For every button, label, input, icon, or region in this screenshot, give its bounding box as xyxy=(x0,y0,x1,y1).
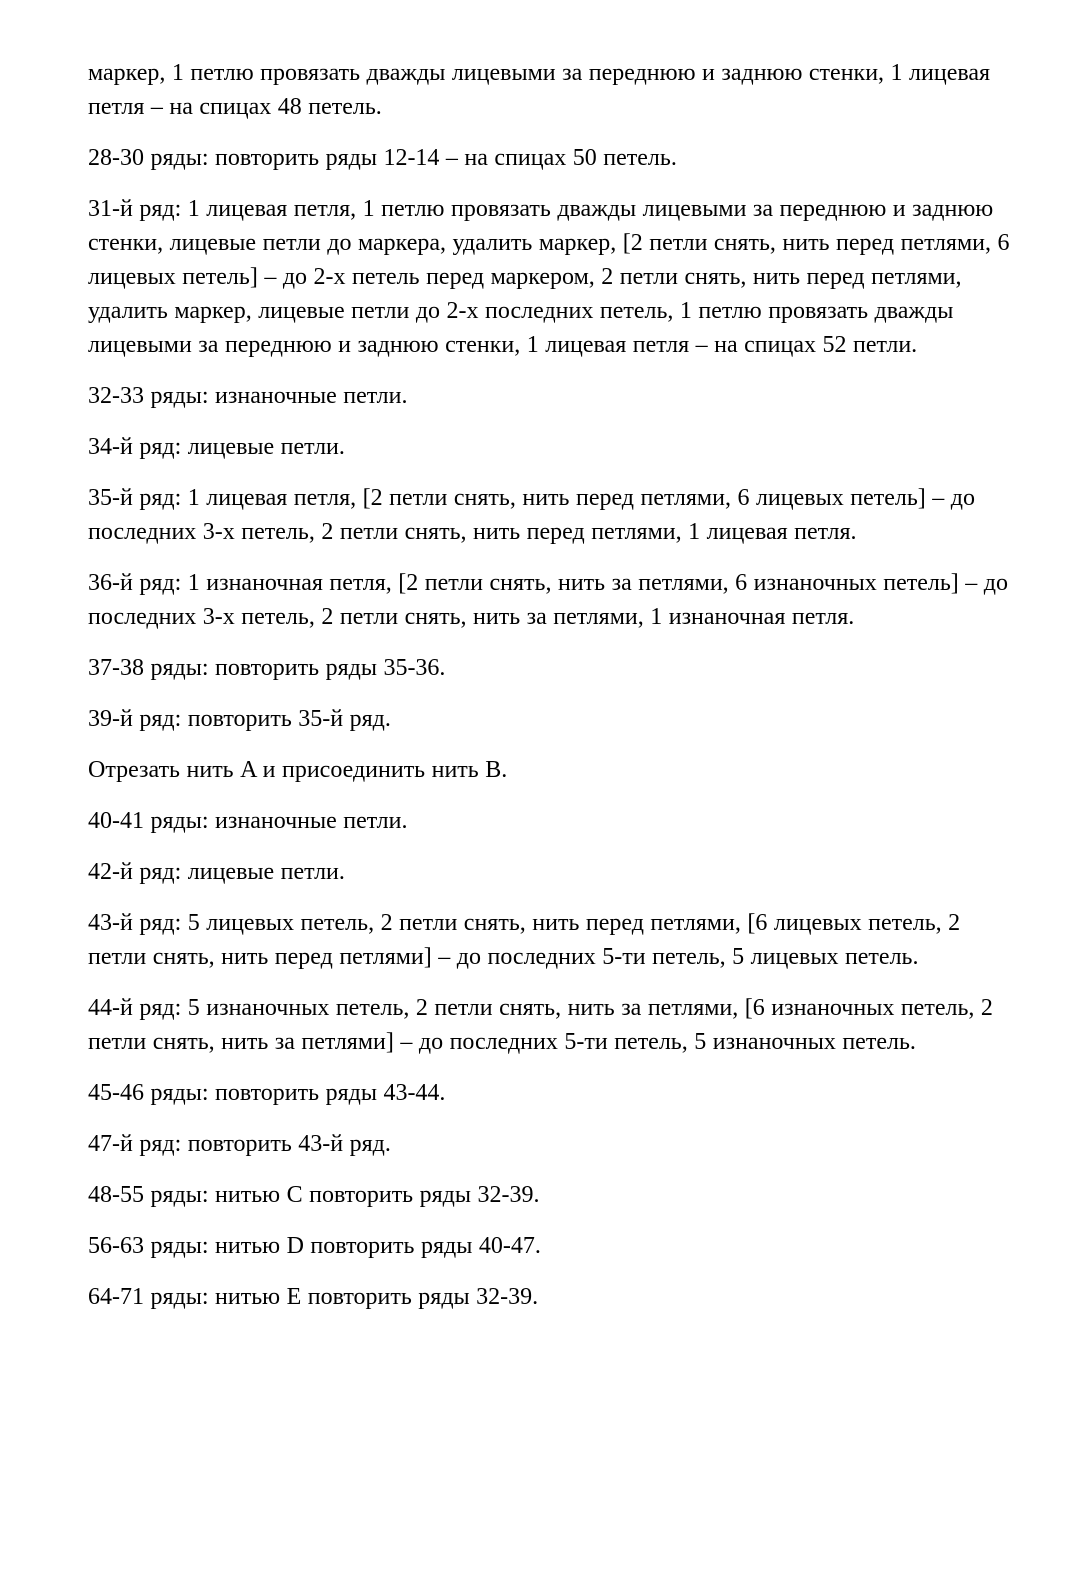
paragraph: 47-й ряд: повторить 43-й ряд. xyxy=(88,1131,391,1157)
paragraph: 35-й ряд: 1 лицевая петля, [2 петли снять, нить перед петлями, 6 лицевых петель] – до последних 3-х петель, 2 петли снять, нить перед петлями, 1 лицевая петля. xyxy=(88,485,975,545)
paragraph: маркер, 1 петлю провязать дважды лицевыми за переднюю и заднюю стенки, 1 лицевая петля – на спицах 48 петель. xyxy=(88,60,991,120)
paragraph: 40-41 ряды: изнаночные петли. xyxy=(88,808,408,834)
paragraph: 34-й ряд: лицевые петли. xyxy=(88,434,345,460)
document-body xyxy=(88,56,1018,1314)
paragraph: 44-й ряд: 5 изнаночных петель, 2 петли снять, нить за петлями, [6 изнаночных петель, 2 петли снять, нить за петлями] – до последних 5-ти петель, 5 изнаночных петель. xyxy=(88,995,993,1055)
paragraph: 39-й ряд: повторить 35-й ряд. xyxy=(88,706,391,732)
paragraph: 48-55 ряды: нитью C повторить ряды 32-39. xyxy=(88,1182,540,1208)
paragraph: 64-71 ряды: нитью E повторить ряды 32-39. xyxy=(88,1284,539,1310)
paragraph: Отрезать нить A и присоединить нить B. xyxy=(88,757,508,783)
paragraph: 28-30 ряды: повторить ряды 12-14 – на спицах 50 петель. xyxy=(88,145,677,171)
paragraph: 37-38 ряды: повторить ряды 35-36. xyxy=(88,655,446,681)
paragraph: 45-46 ряды: повторить ряды 43-44. xyxy=(88,1080,446,1106)
paragraph: 43-й ряд: 5 лицевых петель, 2 петли снять, нить перед петлями, [6 лицевых петель, 2 петли снять, нить перед петлями] – до последних 5-ти петель, 5 лицевых петель. xyxy=(88,910,961,970)
paragraph: 31-й ряд: 1 лицевая петля, 1 петлю провязать дважды лицевыми за переднюю и заднюю стенки, лицевые петли до маркера, удалить маркер, [2 петли снять, нить перед петлями, 6 лицевых петель] – до 2-х петель перед маркером, 2 петли снять, нить перед петлями, удалить маркер, лицевые петли до 2-х последних петель, 1 петлю провязать дважды лицевыми за переднюю и заднюю стенки, 1 лицевая петля – на спицах 52 петли. xyxy=(88,196,1010,358)
paragraph: 42-й ряд: лицевые петли. xyxy=(88,859,345,885)
paragraph: 36-й ряд: 1 изнаночная петля, [2 петли снять, нить за петлями, 6 изнаночных петель] – до последних 3-х петель, 2 петли снять, нить за петлями, 1 изнаночная петля. xyxy=(88,570,1009,630)
paragraph: 56-63 ряды: нитью D повторить ряды 40-47. xyxy=(88,1233,541,1259)
paragraph: 32-33 ряды: изнаночные петли. xyxy=(88,383,408,409)
